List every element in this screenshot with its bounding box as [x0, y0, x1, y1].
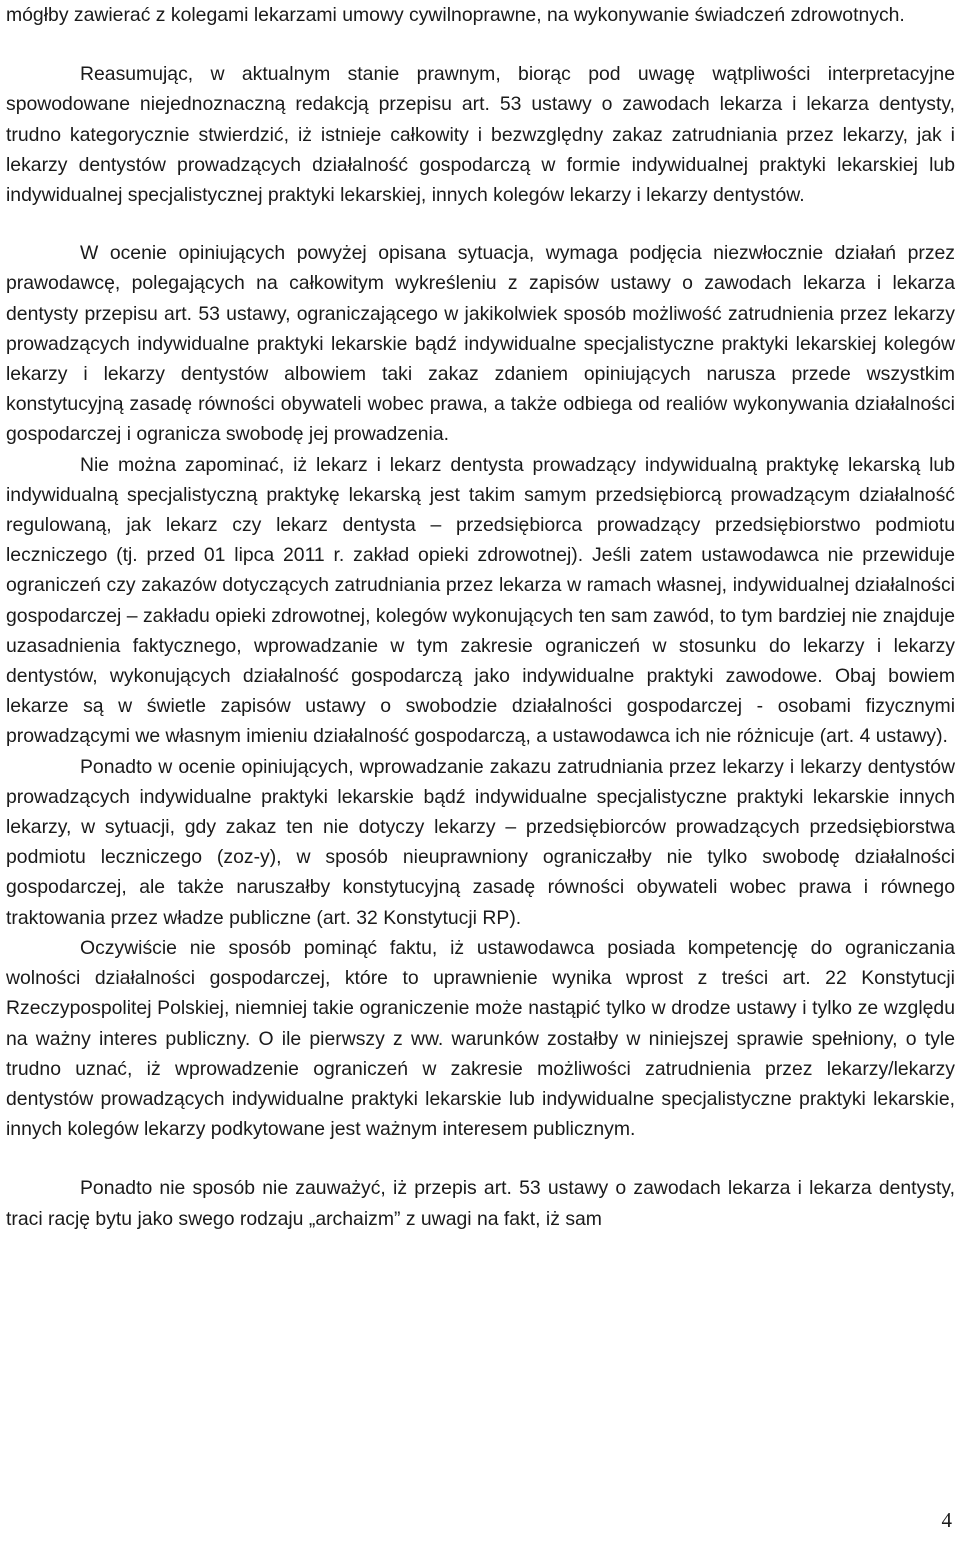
paragraph-competence: Oczywiście nie sposób pominąć faktu, iż ustawodawca posiada kompetencję do ograniczania wolności działalności gospodarczej, które to uprawnienie wynika wprost z treści art. 22 Konstytucji Rzeczypospolitej Polskiej, niemniej takie ograniczenie może nastąpić tylko w drodze ustawy i tylko ze względu na ważny interes publiczny. O ile pierwszy z ww. warunków zostałby w niniejszej sprawie spełniony, o tyle trudno uznać, iż wprowadzenie ograniczeń w zakresie możliwości zatrudnienia przez lekarzy/lekarzy dentystów prowadzących indywidualne praktyki lekarskie lub indywidualne specjalistyczne praktyki lekarskie, innych kolegów lekarzy podkytowane jest ważnym interesem publicznym. — [6, 936, 955, 1141]
document-page — [6, 0, 955, 1234]
page-number: 4 — [941, 1508, 952, 1532]
paragraph-archaism: Ponadto nie sposób nie zauważyć, iż przepis art. 53 ustawy o zawodach lekarza i lekarza dentysty, traci rację bytu jako swego rodzaju „archaizm” z uwagi na fakt, iż sam — [6, 1177, 955, 1230]
paragraph-constitutional: Ponadto w ocenie opiniujących, wprowadzanie zakazu zatrudniania przez lekarzy i lekarzy dentystów prowadzących indywidualne praktyki lekarskie bądź indywidualne specjalistyczne praktyki lekarskie innych lekarzy, w sytuacji, gdy zakaz ten nie dotyczy lekarzy – przedsiębiorców prowadzących przedsiębiorstwa podmiotu leczniczego (zoz-y), w sposób nieuprawniony ograniczałby nie tylko swobodę działalności gospodarczej, ale także naruszałby konstytucyjną zasadę równości obywateli wobec prawa i równego traktowania przez władze publiczne (art. 32 Konstytucji RP). — [6, 755, 955, 929]
paragraph-comparison: Nie można zapominać, iż lekarz i lekarz dentysta prowadzący indywidualną praktykę lekarską lub indywidualną specjalistyczną praktykę lekarską jest takim samym przedsiębiorcą prowadzącym działalność regulowaną, jak lekarz czy lekarz dentysta – przedsiębiorca prowadzący przedsiębiorstwo podmiotu leczniczego (tj. przed 01 lipca 2011 r. zakład opieki zdrowotnej). Jeśli zatem ustawodawca nie przewiduje ograniczeń czy zakazów dotyczących zatrudniania przez lekarza w ramach własnej, indywidualnej działalności gospodarczej – zakładu opieki zdrowotnej, kolegów wykonujących ten sam zawód, to tym bardziej nie znajduje uzasadnienia faktycznego, wprowadzanie w tym zakresie ograniczeń w stosunku do lekarzy i lekarzy dentystów, wykonujących działalność gospodarczą jako indywidualne praktyki zawodowe. Obaj bowiem lekarze są w świetle zapisów ustawy o swobodzie działalności gospodarczej - osobami fizycznymi prowadzącymi we własnym imieniu działalność gospodarczą, a ustawodawca ich nie różnicuje (art. 4 ustawy). — [6, 453, 955, 748]
paragraph-continuation: mógłby zawierać z kolegami lekarzami umowy cywilnoprawne, na wykonywanie świadczeń zdrowotnych. — [6, 4, 905, 26]
paragraph-summary: Reasumując, w aktualnym stanie prawnym, biorąc pod uwagę wątpliwości interpretacyjne spowodowane niejednoznaczną redakcją przepisu art. 53 ustawy o zawodach lekarza i lekarza dentysty, trudno kategorycznie stwierdzić, iż istnieje całkowity i bezwzględny zakaz zatrudniania przez lekarzy, jak i lekarzy dentystów prowadzących działalność gospodarczą w formie indywidualnej praktyki lekarskiej lub indywidualnej specjalistycznej praktyki lekarskiej, innych kolegów lekarzy i lekarzy dentystów. — [6, 63, 955, 207]
paragraph-opinion: W ocenie opiniujących powyżej opisana sytuacja, wymaga podjęcia niezwłocznie działań przez prawodawcę, polegających na całkowitym wykreśleniu z zapisów ustawy o zawodach lekarza i lekarza dentysty przepisu art. 53 ustawy, ograniczającego w jakikolwiek sposób możliwość zatrudnienia przez lekarzy prowadzących indywidualne praktyki lekarskie bądź indywidualne specjalistyczne praktyki lekarskiej kolegów lekarzy i lekarzy dentystów albowiem taki zakaz zdaniem opiniujących narusza przede wszystkim konstytucyjną zasadę równości obywateli wobec prawa, a także odbiega od realiów wykonywania działalności gospodarczej i ogranicza swobodę jej prowadzenia. — [6, 242, 955, 446]
